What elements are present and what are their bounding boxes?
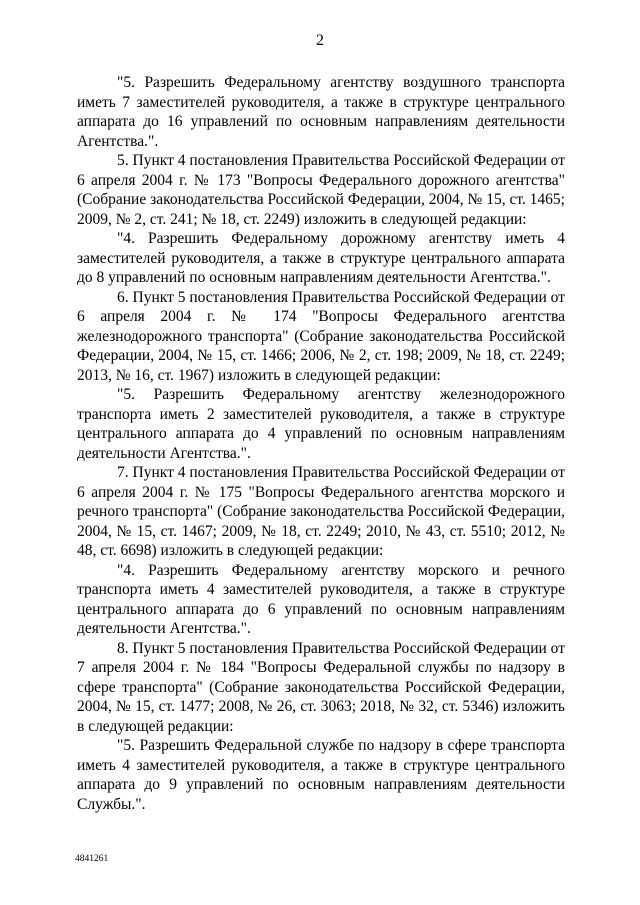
paragraph-sea-river-agency-quote: "4. Разрешить Федеральному агентству морского и речного транспорта иметь 4 заместителей руководителя, а также в структуре центрального аппарата до 6 управлений по основным направлениям деятельности Агентства.". [77, 561, 565, 637]
page-number: 2 [316, 32, 324, 49]
document-body [77, 73, 565, 814]
paragraph-transport-supervision-quote: "5. Разрешить Федеральной службе по надзору в сфере транспорта иметь 4 заместителей руководителя, а также в структуре центрального аппарата до 9 управлений по основным направлениям деятельности Службы.". [77, 737, 565, 813]
paragraph-road-agency-quote: "4. Разрешить Федеральному дорожному агентству иметь 4 заместителей руководителя, а также в структуре центрального аппарата до 8 управлений по основным направлениям деятельности Агентства.". [77, 230, 565, 286]
paragraph-item-7-sea-river-agency: 7. Пункт 4 постановления Правительства Российской Федерации от 6 апреля 2004 г. № 175 "Вопросы Федерального агентства морского и речного транспорта" (Собрание законодательства Российской Федерации, 2004, № 15, ст. 1467; 2009, № 18, ст. 2249; 2010, № 43, ст. 5510; 2012, № 48, ст. 6698) изложить в следующей редакции: [77, 464, 565, 559]
paragraph-item-5-road-agency: 5. Пункт 4 постановления Правительства Российской Федерации от 6 апреля 2004 г. № 173 "Вопросы Федерального дорожного агентства" (Собрание законодательства Российской Федерации, 2004, № 15, ст. 1465; 2009, № 2, ст. 241; № 18, ст. 2249) изложить в следующей редакции: [77, 152, 565, 228]
paragraph-item-8-transport-supervision: 8. Пункт 5 постановления Правительства Российской Федерации от 7 апреля 2004 г. № 184 "Вопросы Федеральной службы по надзору в сфере транспорта" (Собрание законодательства Российской Федерации, 2004, № 15, ст. 1477; 2008, № 26, ст. 3063; 2018, № 32, ст. 5346) изложить в следующей редакции: [77, 639, 565, 735]
paragraph-air-transport-quote: "5. Разрешить Федеральному агентству воздушного транспорта иметь 7 заместителей руководителя, а также в структуре центрального аппарата до 16 управлений по основным направлениям деятельности Агентства.". [77, 74, 565, 150]
document-code: 4841261 [75, 854, 109, 864]
paragraph-item-6-railway-agency: 6. Пункт 5 постановления Правительства Российской Федерации от 6 апреля 2004 г. № 174 "Вопросы Федерального агентства железнодорожного транспорта" (Собрание законодательства Российской Федерации, 2004, № 15, ст. 1466; 2006, № 2, ст. 198; 2009, № 18, ст. 2249; 2013, № 16, ст. 1967) изложить в следующей редакции: [77, 288, 565, 384]
paragraph-railway-agency-quote: "5. Разрешить Федеральному агентству железнодорожного транспорта иметь 2 заместителей руководителя, а также в структуре центрального аппарата до 4 управлений по основным направлениям деятельности Агентства.". [77, 386, 565, 462]
